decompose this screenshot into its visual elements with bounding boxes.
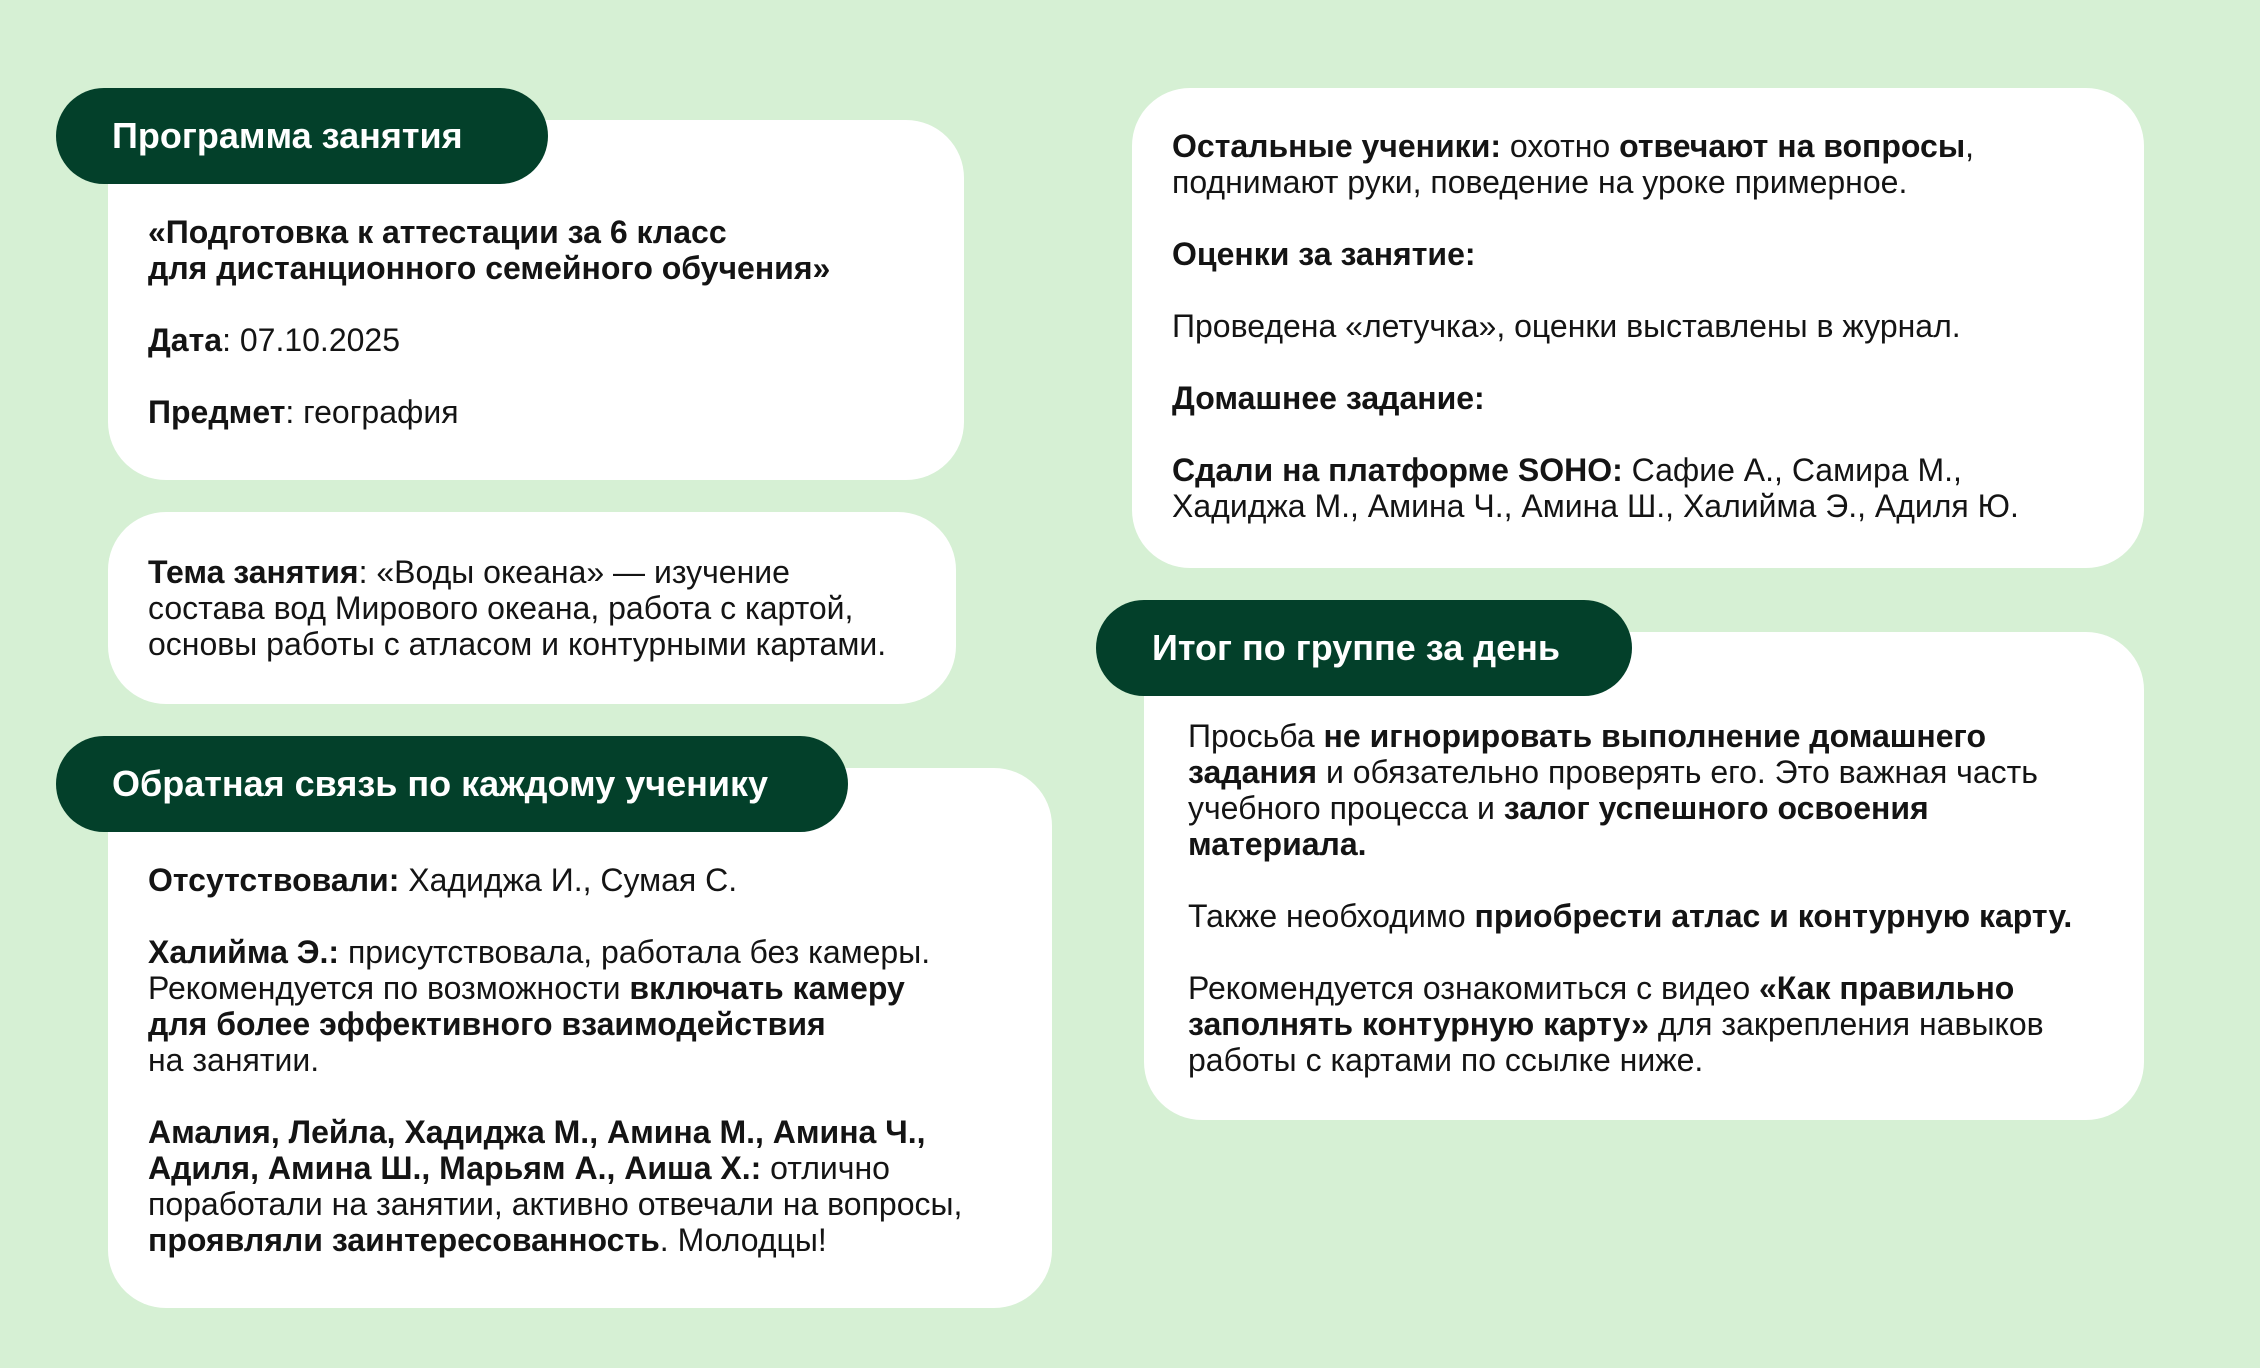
group-line4: проявляли заинтересованность. Молодцы!	[148, 1222, 827, 1258]
summary-title: Итог по группе за день	[1152, 627, 1560, 668]
program-title-pill	[56, 88, 548, 184]
absent-line: Отсутствовали: Хадиджа И., Сумая С.	[148, 862, 738, 898]
summary-p3-line1: Рекомендуется ознакомиться с видео «Как правильно	[1188, 970, 2015, 1006]
halima-line3: для более эффективного взаимодействия	[148, 1006, 826, 1042]
hw-title: Домашнее задание:	[1172, 380, 1485, 416]
group-line1: Амалия, Лейла, Хадиджа М., Амина М., Амина Ч.,	[148, 1114, 926, 1150]
others-line2: поднимают руки, поведение на уроке примерное.	[1172, 164, 1908, 200]
halima-line4: на занятии.	[148, 1042, 320, 1078]
program-course-line2: для дистанционного семейного обучения»	[148, 250, 831, 286]
feedback-title: Обратная связь по каждому ученику	[112, 763, 769, 804]
program-date	[148, 322, 400, 358]
halima-line1: Халийма Э.: присутствовала, работала без камеры.	[148, 934, 931, 970]
hw-line1: Сдали на платформе SOHO: Сафие А., Самира М.,	[1172, 452, 1962, 488]
date-value: : 07.10.2025	[222, 322, 400, 358]
summary-p2: Также необходимо приобрести атлас и контурную карту.	[1188, 898, 2073, 934]
summary-p1-line1: Просьба не игнорировать выполнение домашнего	[1188, 718, 1986, 754]
others-line1: Остальные ученики: охотно отвечают на вопросы,	[1172, 128, 1975, 164]
group-line3: поработали на занятии, активно отвечали на вопросы,	[148, 1186, 963, 1222]
summary-p1-line4: материала.	[1188, 826, 1367, 862]
subject-label: Предмет	[148, 394, 286, 430]
feedback-title-pill	[56, 736, 848, 832]
program-title: Программа занятия	[112, 115, 463, 156]
date-label: Дата	[148, 322, 223, 358]
summary-p3-line3: работы с картами по ссылке ниже.	[1188, 1042, 1704, 1078]
topic-line3: основы работы с атласом и контурными картами.	[148, 626, 887, 662]
program-course-line1: «Подготовка к аттестации за 6 класс	[148, 214, 727, 250]
topic-line2: состава вод Мирового океана, работа с картой,	[148, 590, 854, 626]
program-subject	[148, 394, 459, 430]
summary-p1-line3: учебного процесса и залог успешного освоения	[1188, 790, 1929, 826]
topic-line1: Тема занятия: «Воды океана» — изучение	[148, 554, 790, 590]
hw-line2: Хадиджа М., Амина Ч., Амина Ш., Халийма Э., Адиля Ю.	[1172, 488, 2019, 524]
grades-text: Проведена «летучка», оценки выставлены в журнал.	[1172, 308, 1961, 344]
group-line2: Адиля, Амина Ш., Марьям А., Аиша Х.: отлично	[148, 1150, 890, 1186]
summary-p3-line2: заполнять контурную карту» для закрепления навыков	[1188, 1006, 2044, 1042]
topic-label: Тема занятия	[148, 554, 359, 590]
summary-title-pill	[1096, 600, 1632, 696]
halima-line2: Рекомендуется по возможности включать камеру	[148, 970, 905, 1006]
subject-value: : география	[285, 394, 459, 430]
summary-p1-line2: задания и обязательно проверять его. Это важная часть	[1188, 754, 2038, 790]
grades-title: Оценки за занятие:	[1172, 236, 1476, 272]
